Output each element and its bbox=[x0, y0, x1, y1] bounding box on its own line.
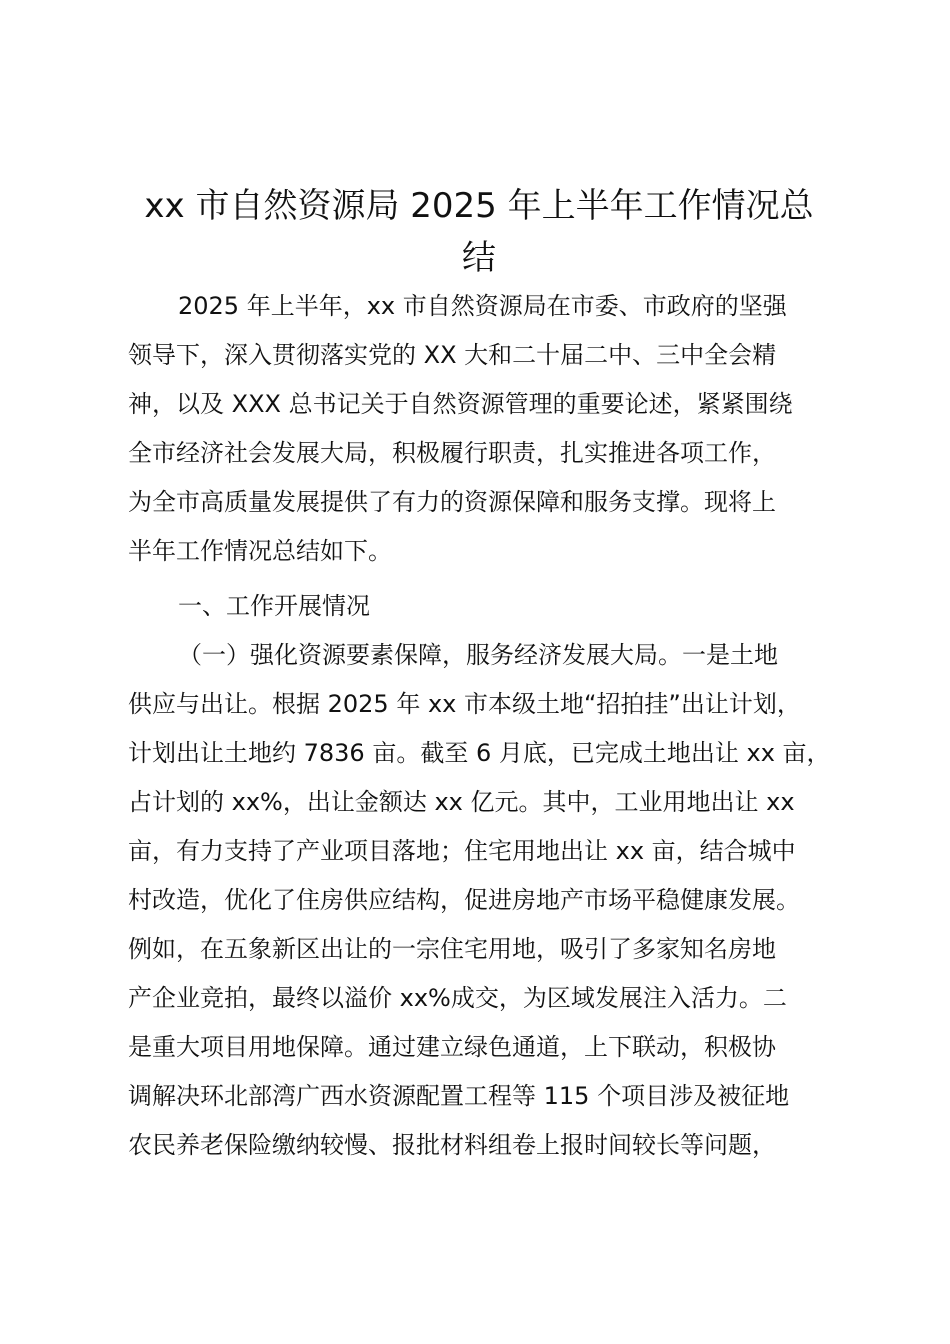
title-line: xx 市自然资源局 2025 年上半年工作情况总 bbox=[144, 186, 814, 226]
text-line: 是重大项目用地保障。通过建立绿色通道，上下联动，积极协 bbox=[128, 1033, 776, 1061]
document-body bbox=[128, 282, 858, 1170]
text-line: 为全市高质量发展提供了有力的资源保障和服务支撑。现将上 bbox=[128, 488, 776, 516]
text-line: 领导下，深入贯彻落实党的 XX 大和二十届二中、三中全会精 bbox=[128, 341, 777, 369]
text-line: 调解决环北部湾广西水资源配置工程等 115 个项目涉及被征地 bbox=[128, 1082, 790, 1110]
section-heading bbox=[128, 582, 858, 631]
paragraph-intro bbox=[128, 282, 858, 576]
text-line: 供应与出让。根据 2025 年 xx 市本级土地“招拍挂”出让计划， bbox=[128, 690, 801, 718]
text-line: 全市经济社会发展大局，积极履行职责，扎实推进各项工作， bbox=[128, 439, 776, 467]
text-line: 产企业竞拍，最终以溢价 xx%成交，为区域发展注入活力。二 bbox=[128, 984, 787, 1012]
text-line: 神，以及 XXX 总书记关于自然资源管理的重要论述，紧紧围绕 bbox=[128, 390, 793, 418]
text-line: 半年工作情况总结如下。 bbox=[128, 537, 392, 565]
text-line: 村改造，优化了住房供应结构，促进房地产市场平稳健康发展。 bbox=[128, 886, 800, 914]
paragraph-section-1 bbox=[128, 631, 858, 1170]
title-line: 结 bbox=[462, 238, 496, 278]
text-line: 农民养老保险缴纳较慢、报批材料组卷上报时间较长等问题， bbox=[128, 1131, 776, 1159]
document-title bbox=[128, 180, 830, 284]
text-line: （一）强化资源要素保障，服务经济发展大局。一是土地 bbox=[178, 641, 778, 669]
text-line: 占计划的 xx%，出让金额达 xx 亿元。其中，工业用地出让 xx bbox=[128, 788, 795, 816]
text-line: 2025 年上半年，xx 市自然资源局在市委、市政府的坚强 bbox=[178, 292, 787, 320]
text-line: 计划出让土地约 7836 亩。截至 6 月底，已完成土地出让 xx 亩， bbox=[128, 739, 831, 767]
text-line: 例如，在五象新区出让的一宗住宅用地，吸引了多家知名房地 bbox=[128, 935, 776, 963]
section-heading-text: 一、工作开展情况 bbox=[178, 592, 370, 620]
text-line: 亩，有力支持了产业项目落地；住宅用地出让 xx 亩，结合城中 bbox=[128, 837, 796, 865]
